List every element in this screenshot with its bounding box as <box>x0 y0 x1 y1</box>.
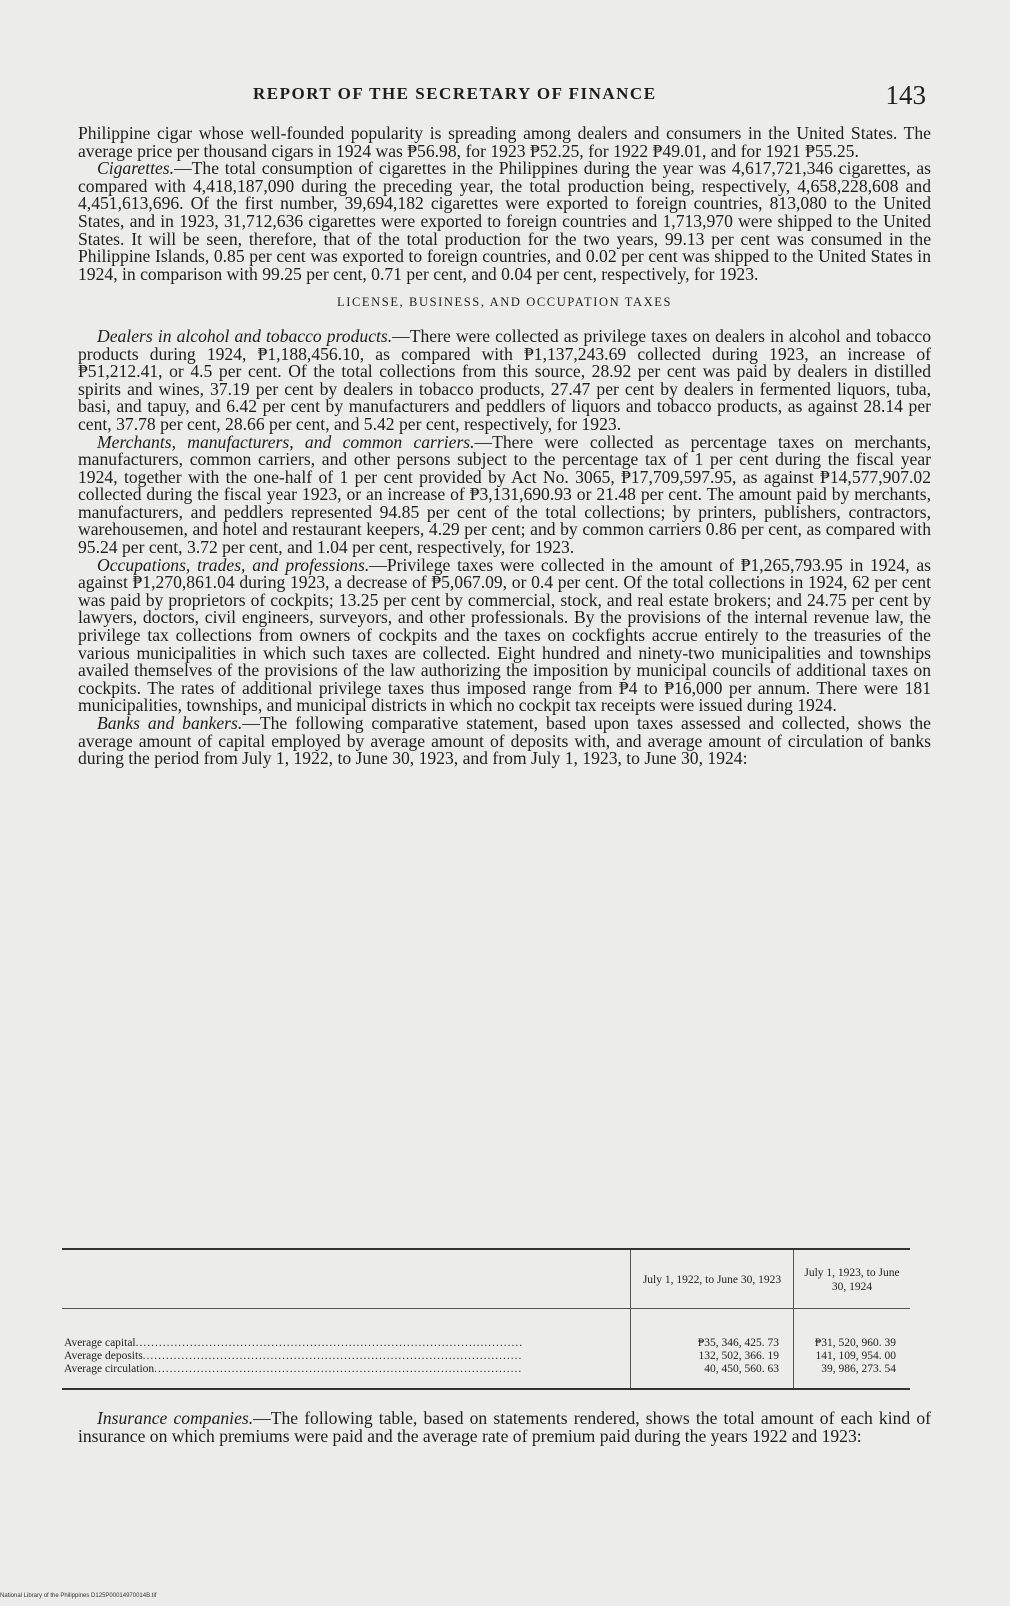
paragraph-lead: Insurance companies. <box>97 1408 254 1428</box>
bank-statement-table <box>62 1248 910 1390</box>
section-heading: LICENSE, BUSINESS, AND OCCUPATION TAXES <box>336 295 673 310</box>
paragraph-lead: Merchants, manufacturers, and common carriers. <box>97 431 475 452</box>
paragraph-merchants <box>78 431 932 558</box>
table-row <box>62 1363 910 1389</box>
running-title: REPORT OF THE SECRETARY OF FINANCE <box>253 84 657 103</box>
table-header-blank <box>62 1249 631 1309</box>
row-value-1923: 141, 109, 954. 00 <box>794 1350 911 1363</box>
paragraph-lead: Cigarettes. <box>97 158 175 179</box>
row-value-1923: 39, 986, 273. 54 <box>794 1363 911 1389</box>
row-value-1922: 132, 502, 366. 19 <box>631 1350 794 1363</box>
paragraph-insurance <box>78 1410 931 1445</box>
paragraph-text: —The total consumption of cigarettes in the Philippines during the year was 4,617,721,346 cigarettes, as compared with 4,418,187,090 during the preceding year, the total production being, respectively, 4,658,228,608 and 4,451,613,696. Of the first number, 39,694,182 cigarettes were exported to foreign countries, 813,080 to the United States, and in 1923, 31,712,636 cigarettes were exported to foreign countries and 1,713,970 were shipped to the United States. It will be seen, therefore, that of the total production for the two years, 99.13 per cent was consumed in the Philippine Islands, 0.85 per cent was exported to foreign countries, and 0.02 per cent was shipped to the United States in 1924, in comparison with 99.25 per cent, 0.71 per cent, and 0.04 per cent, respectively, for 1923. <box>78 158 931 284</box>
table-header-1922: July 1, 1922, to June 30, 1923 <box>631 1249 794 1309</box>
row-value-1922: ₱35, 346, 425. 73 <box>631 1309 794 1351</box>
paragraph-text: —Privilege taxes were collected in the amount of ₱1,265,793.95 in 1924, as against ₱1,270,861.04 during 1923, a decrease of ₱5,067.09, or 0.4 per cent. Of the total collections in 1924, 62 per cent was paid by proprietors of cockpits; 13.25 per cent by commercial, stock, and real estate brokers; and 24.75 per cent by lawyers, doctors, civil engineers, surveyors, and other professionals. By the provisions of the internal revenue law, the privilege tax collections from owners of cockpits and the taxes on cockfights accrue entirely to the treasuries of the various municipalities in which such taxes are collected. Eight hundred and ninety-two municipalities and townships availed themselves of the provisions of the law authorizing the imposition by municipal councils of additional taxes on cockpits. The rates of additional privilege taxes thus imposed range from ₱4 to ₱16,000 per annum. There were 181 municipalities, townships, and municipal districts in which no cockpit tax receipts were issued during 1924. <box>78 554 931 716</box>
paragraph-lead: Banks and bankers. <box>97 713 243 733</box>
row-value-1923: ₱31, 520, 960. 39 <box>794 1309 911 1351</box>
page-number: 143 <box>885 80 926 110</box>
table-row <box>62 1350 910 1363</box>
scan-footer: National Library of the Philippines D125P00014970014B.tif <box>0 1593 157 1599</box>
row-label: Average deposits.................................................................................................. <box>64 1350 523 1362</box>
row-label: Average capital.................................................................................................... <box>64 1337 524 1349</box>
paragraph-cigarettes <box>78 160 931 283</box>
paragraph-text: —The following table, based on statements rendered, shows the total amount of each kind of insurance on which premiums were paid and the average rate of premium paid during the years 1922 and 1923: <box>78 1408 931 1446</box>
paragraph-text: —There were collected as privilege taxes on dealers in alcohol and tobacco products during 1924, ₱1,188,456.10, as compared with ₱1,137,243.69 collected during 1923, an increase of ₱51,212.41, or 4.5 per cent. Of the total collections from this source, 28.92 per cent was paid by dealers in distilled spirits and wines, 37.19 per cent by dealers in tobacco products, 27.47 per cent by dealers in fermented liquors, tuba, basi, and tapuy, and 6.42 per cent by manufacturers and peddlers of liquors and tobacco products, as against 28.14 per cent, 37.78 per cent, 28.66 per cent, and 5.42 per cent, respectively, for 1923. <box>78 325 932 434</box>
paragraph-cigar-continued <box>78 125 931 160</box>
paragraph-alcohol-tobacco <box>78 325 932 434</box>
paragraph-occupations <box>78 554 931 716</box>
paragraph-banks <box>78 715 931 768</box>
row-label: Average circulation............................................................................................... <box>64 1363 523 1375</box>
paragraph-lead: Occupations, trades, and professions. <box>97 554 370 575</box>
table-header-1923: July 1, 1923, to June 30, 1924 <box>794 1249 911 1309</box>
table-header-row <box>62 1249 910 1309</box>
paragraph-text: Philippine cigar whose well-founded popularity is spreading among dealers and consumers in the United States. The average price per thousand cigars in 1924 was ₱56.98, for 1923 ₱52.25, for 1922 ₱49.01, and for 1921 ₱55.25. <box>78 123 931 161</box>
paragraph-lead: Dealers in alcohol and tobacco products. <box>97 325 393 346</box>
body-text <box>78 125 931 768</box>
paragraph-text: —The following comparative statement, based upon taxes assessed and collected, shows the average amount of capital employed by average amount of deposits with, and average amount of circulation of banks during the period from July 1, 1922, to June 30, 1923, and from July 1, 1923, to June 30, 1924: <box>78 713 931 769</box>
paragraph-text: —There were collected as percentage taxes on merchants, manufacturers, common carriers, and other persons subject to the percentage tax of 1 per cent during the fiscal year 1924, together with the one-half of 1 per cent provided by Act No. 3065, ₱17,709,597.95, as against ₱14,577,907.02 collected during the fiscal year 1923, or an increase of ₱3,131,690.93 or 21.48 per cent. The amount paid by merchants, manufacturers, and peddlers represented 94.85 per cent of the total collections; by printers, publishers, contractors, warehousemen, and hotel and restaurant keepers, 4.29 per cent; and by common carriers 0.86 per cent, as compared with 95.24 per cent, 3.72 per cent, and 1.04 per cent, respectively, for 1923. <box>78 431 932 558</box>
table-row <box>62 1309 910 1351</box>
page-header <box>78 80 934 110</box>
row-value-1922: 40, 450, 560. 63 <box>631 1363 794 1389</box>
